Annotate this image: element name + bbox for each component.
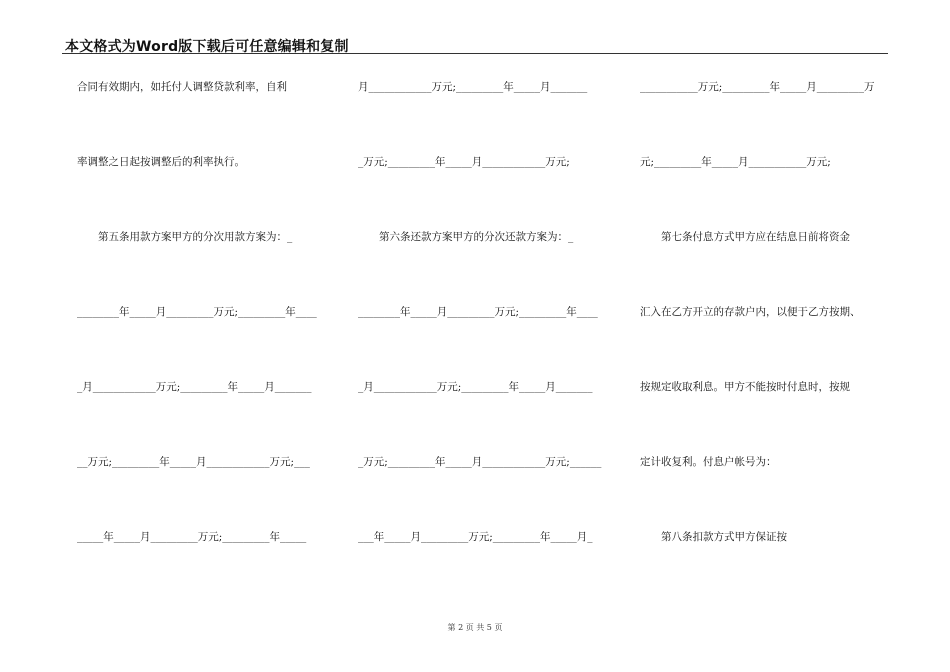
text-line: 第七条付息方式甲方应在结息日前将资金	[640, 231, 850, 243]
text-line: 率调整之日起按调整后的利率执行。	[77, 156, 245, 168]
header-divider	[62, 53, 888, 54]
text-line: __万元;_________年_____月____________万元;___	[77, 456, 310, 468]
document-header-title: 本文格式为Word版下载后可任意编辑和复制	[65, 39, 349, 55]
text-line: 定计收复利。付息户帐号为：	[640, 456, 777, 468]
text-line: ___________万元;_________年_____月_________万	[640, 81, 875, 93]
text-line: 汇入在乙方开立的存款户内，以便于乙方按期、	[640, 306, 861, 318]
text-line: 第八条扣款方式甲方保证按	[640, 531, 787, 543]
text-line: 元;_________年_____月___________万元;	[640, 156, 831, 168]
text-line: 按规定收取利息。甲方不能按时付息时，按规	[640, 381, 850, 393]
text-line: ________年_____月_________万元;_________年____	[358, 306, 598, 318]
text-line: 第五条用款方案甲方的分次用款方案为：_	[77, 231, 293, 243]
text-line: _月____________万元;_________年_____月_______	[77, 381, 312, 393]
text-line: _万元;_________年_____月____________万元;	[358, 156, 570, 168]
text-line: ___年_____月_________万元;_________年_____月_	[358, 531, 593, 543]
text-line: _月____________万元;_________年_____月_______	[358, 381, 593, 393]
text-line: ________年_____月_________万元;_________年____	[77, 306, 317, 318]
text-line: 第六条还款方案甲方的分次还款方案为：_	[358, 231, 574, 243]
page-number: 第 2 页 共 5 页	[447, 623, 503, 632]
text-line: _____年_____月_________万元;_________年_____	[77, 531, 307, 543]
text-line: 月____________万元;_________年_____月_______	[358, 81, 588, 93]
text-line: _万元;_________年_____月____________万元;______	[358, 456, 602, 468]
text-line: 合同有效期内，如托付人调整贷款利率，自利	[77, 81, 287, 93]
